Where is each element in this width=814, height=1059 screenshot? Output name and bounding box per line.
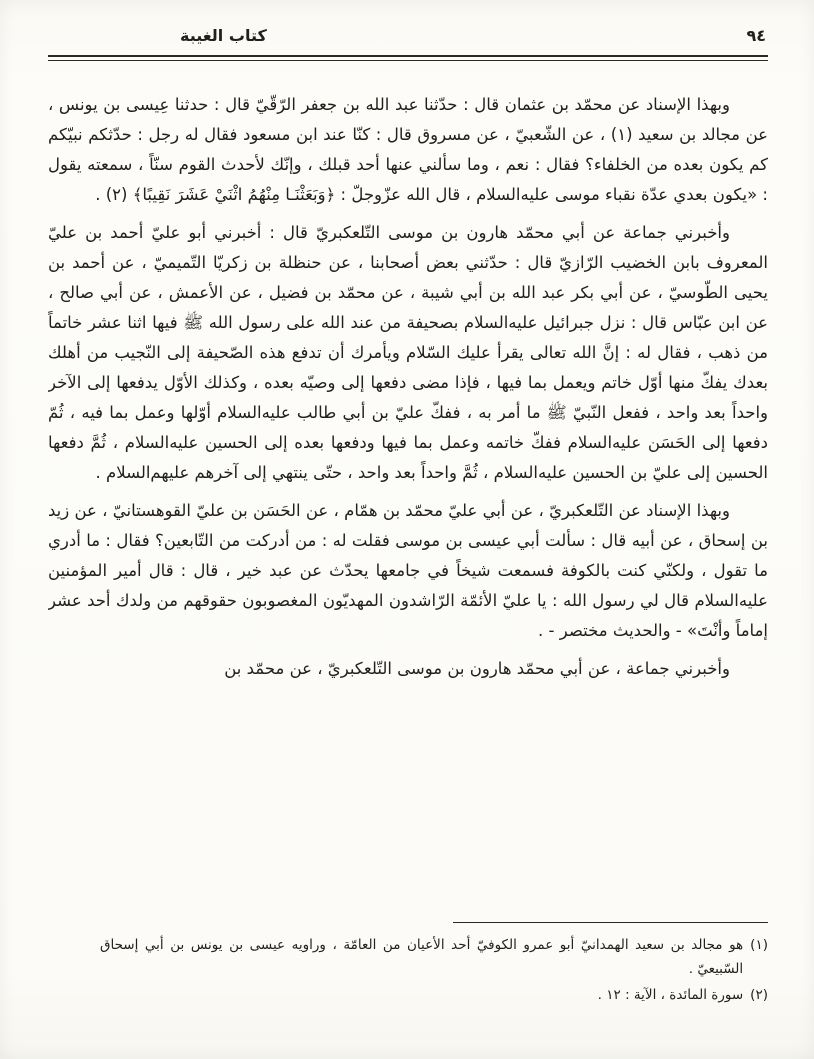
paragraph-isnad-ibn-masud: وبهذا الإسناد عن محمّد بن عثمان قال : حدّثنا عبد الله بن جعفر الرّقّيّ قال : حدثنا عِيسى بن يونس ، عن مجالد بن سعيد (١) ، عن الشّعبيّ ، عن مسروق قال : كنّا عند ابن مسعود فقال له رجل : حدّثكم نبيّكم كم يكون بعده من الخلفاء؟ فقال : نعم ، وما سألني عنها أحد قبلك ، وإنّك لأحدث القوم سنّاً ، سمعته يقول : «يكون بعدي عدّة نقباء موسى عليه‌السلام ، قال الله عزّوجلّ : ﴿وَبَعَثْنَـا مِنْهُمُ اثْنَيْ عَشَرَ نَقِيبًا﴾ (٢) .: [48, 95, 768, 204]
page-header: [48, 24, 768, 66]
footnote-separator: [453, 922, 768, 923]
paragraph-sahifa-twelve-seals: وأخبرني جماعة عن أبي محمّد هارون بن موسى التّلعكبريّ قال : أخبرني أبو عليّ أحمد بن عليّ المعروف بابن الخضيب الرّازيّ قال : حدّثني بعض أصحابنا ، عن حنظلة بن زكريّا التّميميّ ، عن أحمد بن يحيى الطّوسيّ ، عن أبي بكر عبد الله بن أبي شيبة ، عن محمّد بن فضيل ، عن الأعمش ، عن أبي صالح ، عن ابن عبّاس قال : نزل جبرائيل عليه‌السلام بصحيفة من عند الله على رسول الله ﷺ فيها اثنا عشر خاتماً من ذهب ، فقال له : إنَّ الله تعالى يقرأ عليك السّلام ويأمرك أن تدفع هذه الصّحيفة إلى النّجيب من أهلك بعدك يفكّ منها أوّل خاتم ويعمل بما فيها ، فإذا مضى دفعها إلى وصيّه بعده ، وكذلك الأوّل يدفعها إلى الآخر واحداً بعد واحد ، ففعل النّبيّ ﷺ ما أمر به ، ففكّ عليّ بن أبي طالب عليه‌السلام أوّلها وعمل بما فيه ، ثُمّ دفعها إلى الحَسَن عليه‌السلام ففكّ خاتمه وعمل بما فيها ودفعها بعده إلى الحسين عليه‌السلام ، ثُمَّ دفعها الحسين إلى عليّ بن الحسين عليه‌السلام ، ثُمَّ واحداً بعد واحد ، حتّى ينتهي إلى آخرهم عليهم‌السلام .: [48, 223, 768, 482]
header-book-title: كتاب الغيبة: [180, 26, 267, 45]
header-rule-thin: [48, 60, 768, 61]
page-body-text: [48, 90, 768, 917]
header-rule-thick: [48, 55, 768, 57]
footnote-item: [100, 933, 768, 981]
footnote-text: سورة المائدة ، الآية : ١٢ .: [597, 987, 744, 1003]
page-number: ٩٤: [746, 26, 766, 45]
footnotes-section: [100, 933, 768, 1009]
paragraph-talakbari-isnad: وبهذا الإسناد عن التّلعكبريّ ، عن أبي عليّ محمّد بن همّام ، عن الحَسَن بن عليّ القوهستانيّ ، عن زيد بن إسحاق ، عن أبيه قال : سألت أبي عيسى بن موسى فقلت له : من أدركت من التّابعين؟ فقال : ما أدري ما تقول ، ولكنّي كنت بالكوفة فسمعت شيخاً في جامعها يحدّث عن عبد خير ، قال : قال أمير المؤمنين عليه‌السلام قال لي رسول الله : يا عليّ الأئمّة الرّاشدون المهديّون المغصوبون حقوقهم من ولدك أحد عشر إماماً وأنْتَ» - والحديث مختصر - .: [48, 501, 768, 640]
paragraph-final-partial: وأخبرني جماعة ، عن أبي محمّد هارون بن موسى التّلعكبريّ ، عن محمّد بن: [224, 659, 730, 678]
footnote-marker: (١): [750, 937, 768, 953]
footnote-item: [100, 983, 768, 1007]
footnote-text: هو مجالد بن سعيد الهمدانيّ أبو عمرو الكوفيّ أحد الأعيان من العامّة ، وراويه عيسى بن يونس بن أبي إسحاق السّبيعيّ .: [100, 937, 744, 977]
footnote-marker: (٢): [750, 987, 768, 1003]
